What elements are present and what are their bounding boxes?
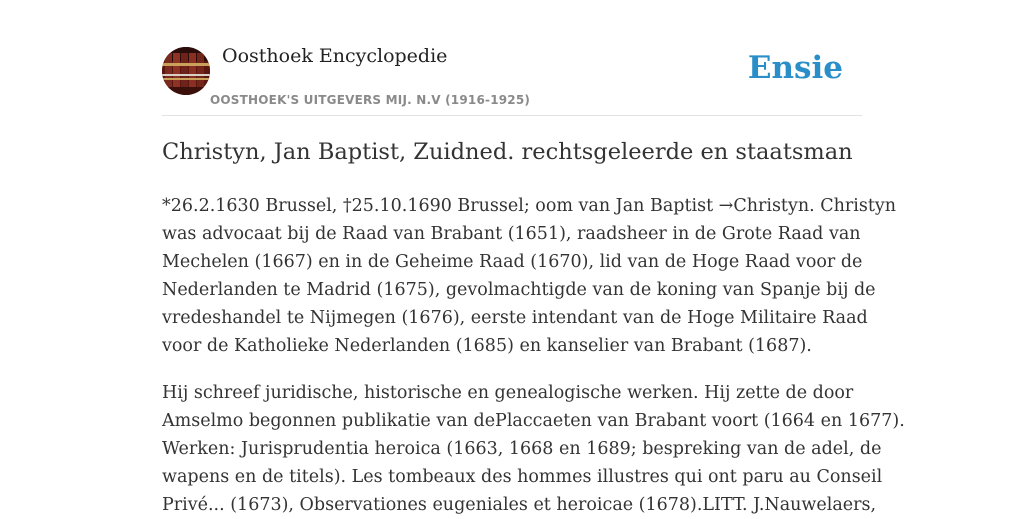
text-line: *26.2.1630 Brussel, †25.10.1690 Brussel; oom van Jan Baptist →Christyn. Christyn — [162, 196, 897, 216]
avatar[interactable] — [162, 47, 210, 95]
text-line: vredeshandel te Nijmegen (1676), eerste intendant van de Hoge Militaire Raad — [162, 308, 868, 328]
article-paragraph-1 — [162, 192, 897, 360]
text-line: wapens en de titels). Les tombeaux des hommes illustres qui ont paru au Conseil — [162, 467, 883, 487]
text-line: Amselmo begonnen publikatie van dePlaccaeten van Brabant voort (1664 en 1677). — [162, 411, 905, 431]
text-line: Mechelen (1667) en in de Geheime Raad (1670), lid van de Hoge Raad voor de — [162, 252, 863, 272]
text-line: Werken: Jurisprudentia heroica (1663, 1668 en 1689; bespreking van de adel, de — [162, 439, 882, 459]
source-header — [162, 0, 862, 116]
source-subtitle: OOSTHOEK'S UITGEVERS MIJ. N.V (1916-1925) — [210, 93, 531, 107]
page — [162, 0, 905, 515]
source-title[interactable]: Oosthoek Encyclopedie — [222, 45, 448, 67]
text-line: voor de Katholieke Nederlanden (1685) en kanselier van Brabant (1687). — [162, 336, 812, 356]
encyclopedia-books-avatar-icon — [162, 47, 210, 95]
text-line: was advocaat bij de Raad van Brabant (1651), raadsheer in de Grote Raad van — [162, 224, 861, 244]
text-line: Hij schreef juridische, historische en genealogische werken. Hij zette de door — [162, 383, 854, 403]
text-line: Nederlanden te Madrid (1675), gevolmachtigde van de koning van Spanje bij de — [162, 280, 876, 300]
ensie-logo[interactable]: Ensie — [747, 50, 843, 86]
article-title: Christyn, Jan Baptist, Zuidned. rechtsgeleerde en staatsman — [162, 139, 853, 165]
article-paragraph-2 — [162, 379, 905, 519]
text-line: Privé... (1673), Observationes eugeniales et heroicae (1678).LITT. J.Nauwelaers, — [162, 495, 877, 515]
